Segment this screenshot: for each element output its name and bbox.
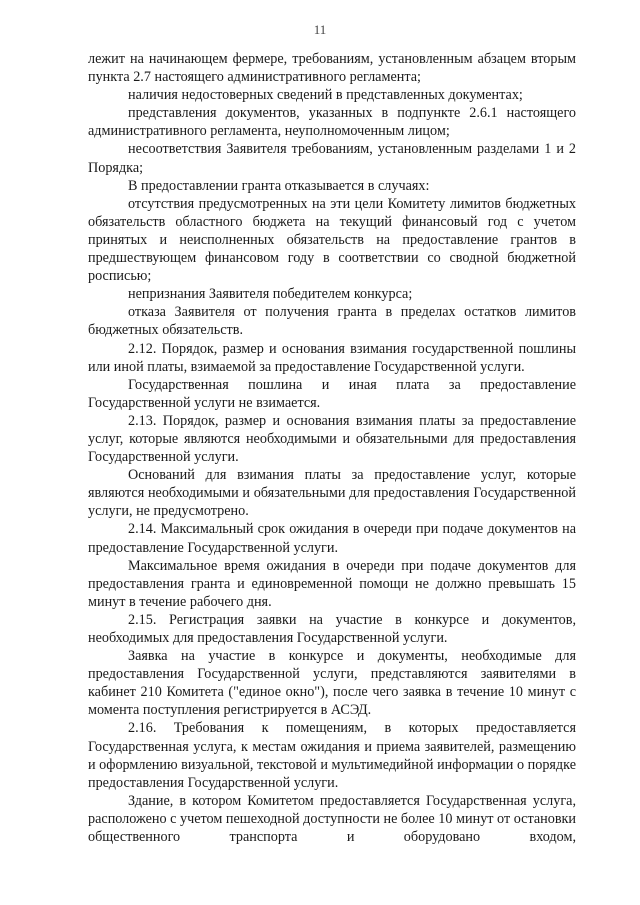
page-number: 11 xyxy=(313,22,327,37)
paragraph: Здание, в котором Комитетом предоставляется Государственная услуга, расположено с учетом пешеходной доступности не более 10 минут от остановки общественного транспорта и оборудовано входом, xyxy=(88,792,576,846)
section-heading: 2.14. Максимальный срок ожидания в очереди при подаче документов на предоставление Государственной услуги. xyxy=(88,521,576,556)
paragraph: отсутствия предусмотренных на эти цели Комитету лимитов бюджетных обязательств областного бюджета на текущий финансовый год с учетом принятых и неисполненных обязательств на предоставление грантов в предшествующем финансовом году в соответствии со сводной бюджетной росписью; xyxy=(88,195,576,285)
paragraph: представления документов, указанных в подпункте 2.6.1 настоящего административного регламента, неуполномоченным лицом; xyxy=(88,105,576,140)
paragraph: Максимальное время ожидания в очереди при подаче документов для предоставления гранта и единовременной помощи не должно превышать 15 минут в течение рабочего дня. xyxy=(88,557,576,610)
paragraph: лежит на начинающем фермере, требованиям, установленным абзацем вторым пункта 2.7 настоящего административного регламента; xyxy=(88,51,576,86)
paragraph: наличия недостоверных сведений в представленных документах; xyxy=(128,87,523,104)
paragraph: Заявка на участие в конкурсе и документы, необходимые для предоставления Государственной услуги, представляются заявителями в кабинет 210 Комитета ("единое окно"), после чего заявка в течение 10 минут с момента поступления регистрируется в АСЭД. xyxy=(88,648,576,719)
section-heading: 2.12. Порядок, размер и основания взимания государственной пошлины или иной платы, взимаемой за предоставление Государственной услуги. xyxy=(88,340,576,375)
document-body xyxy=(88,50,576,846)
paragraph: В предоставлении гранта отказывается в случаях: xyxy=(128,177,430,194)
paragraph: Государственная пошлина и иная плата за предоставление Государственной услуги не взимается. xyxy=(88,376,576,411)
paragraph: несоответствия Заявителя требованиям, установленным разделами 1 и 2 Порядка; xyxy=(88,141,576,176)
section-heading: 2.16. Требования к помещениям, в которых предоставляется Государственная услуга, к местам ожидания и приема заявителей, размещению и оформлению визуальной, текстовой и мультимедийной информации о порядке предоставления Государственной услуги. xyxy=(88,720,576,791)
paragraph: отказа Заявителя от получения гранта в пределах остатков лимитов бюджетных обязательств. xyxy=(88,304,576,339)
paragraph: непризнания Заявителя победителем конкурса; xyxy=(128,286,413,303)
paragraph: Оснований для взимания платы за предоставление услуг, которые являются необходимыми и обязательными для предоставления Государственной услуги, не предусмотрено. xyxy=(88,467,576,520)
section-heading: 2.15. Регистрация заявки на участие в конкурсе и документов, необходимых для предоставления Государственной услуги. xyxy=(88,611,576,646)
section-heading: 2.13. Порядок, размер и основания взимания платы за предоставление услуг, которые являются необходимыми и обязательными для предоставления Государственной услуги. xyxy=(88,412,576,466)
